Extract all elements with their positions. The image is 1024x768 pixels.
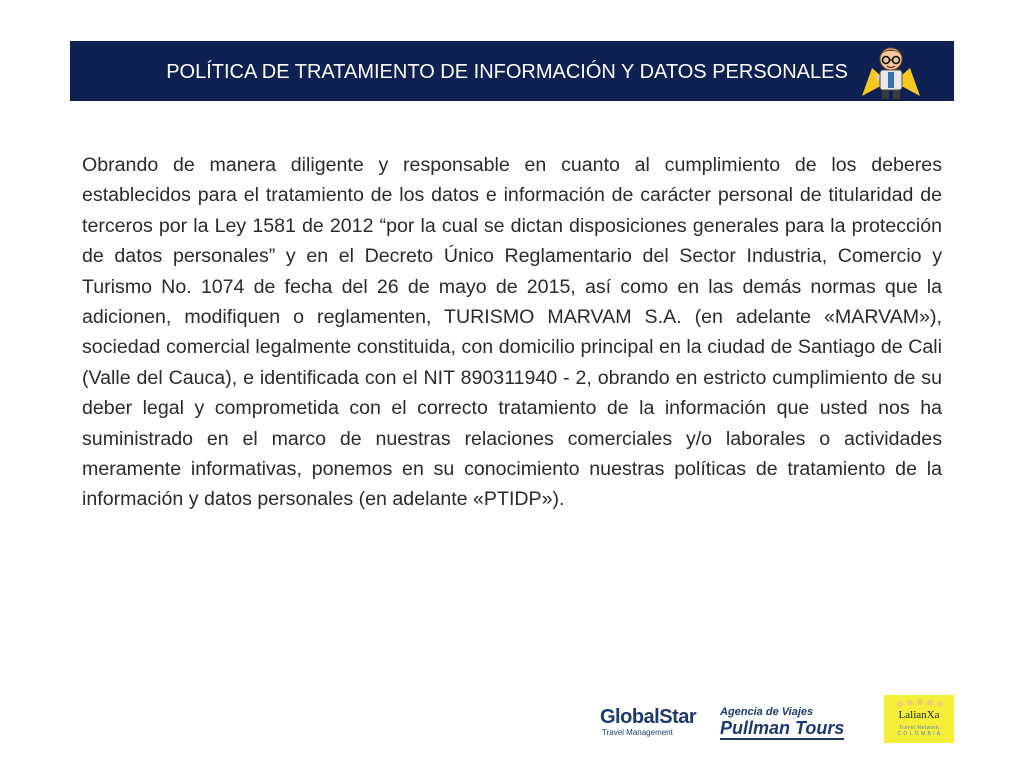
pullman-tours-logo [720, 706, 870, 740]
alianza-logo [884, 695, 954, 743]
alianza-name: LalianXa [898, 709, 940, 721]
globalstar-subtitle: Travel Management [602, 728, 673, 737]
superhero-mascot-icon [858, 42, 924, 102]
alianza-subtitle [886, 725, 952, 737]
globalstar-name: GlobalStar [600, 706, 697, 728]
header-bar [70, 41, 954, 101]
alianza-line-1: Travel Network [898, 725, 940, 731]
policy-paragraph: Obrando de manera diligente y responsable en cuanto al cumplimiento de los deberes establecidos para el tratamiento de los datos e información de carácter personal de titularidad de terceros por la Ley 1581 de 2012 “por la cual se dictan disposiciones generales para la protección de datos personales” y en el Decreto Único Reglamentario del Sector Industria, Comercio y Turismo No. 1074 de fecha del 26 de mayo de 2015, así como en las demás normas que la adicionen, modifiquen o reglamenten, TURISMO MARVAM S.A. (en adelante «MARVAM»), sociedad comercial legalmente constituida, con domicilio principal en la ciudad de Santiago de Cali (Valle del Cauca), e identificada con el NIT 890311940 - 2, obrando en estricto cumplimiento de su deber legal y comprometida con el correcto tratamiento de la información que usted nos ha suministrado en el marco de nuestras relaciones comerciales y/o laborales o actividades meramente informativas, ponemos en su conocimiento nuestras políticas de tratamiento de la información y datos personales (en adelante «PTIDP»). [82, 154, 942, 511]
page-title: POLÍTICA DE TRATAMIENTO DE INFORMACIÓN Y DATOS PERSONALES [166, 61, 848, 83]
globalstar-logo [600, 706, 700, 740]
pullman-tagline: Agencia de Viajes [720, 706, 814, 718]
pullman-name: Pullman Tours [720, 718, 845, 738]
alianza-line-2: C O L O M B I A [897, 731, 941, 737]
